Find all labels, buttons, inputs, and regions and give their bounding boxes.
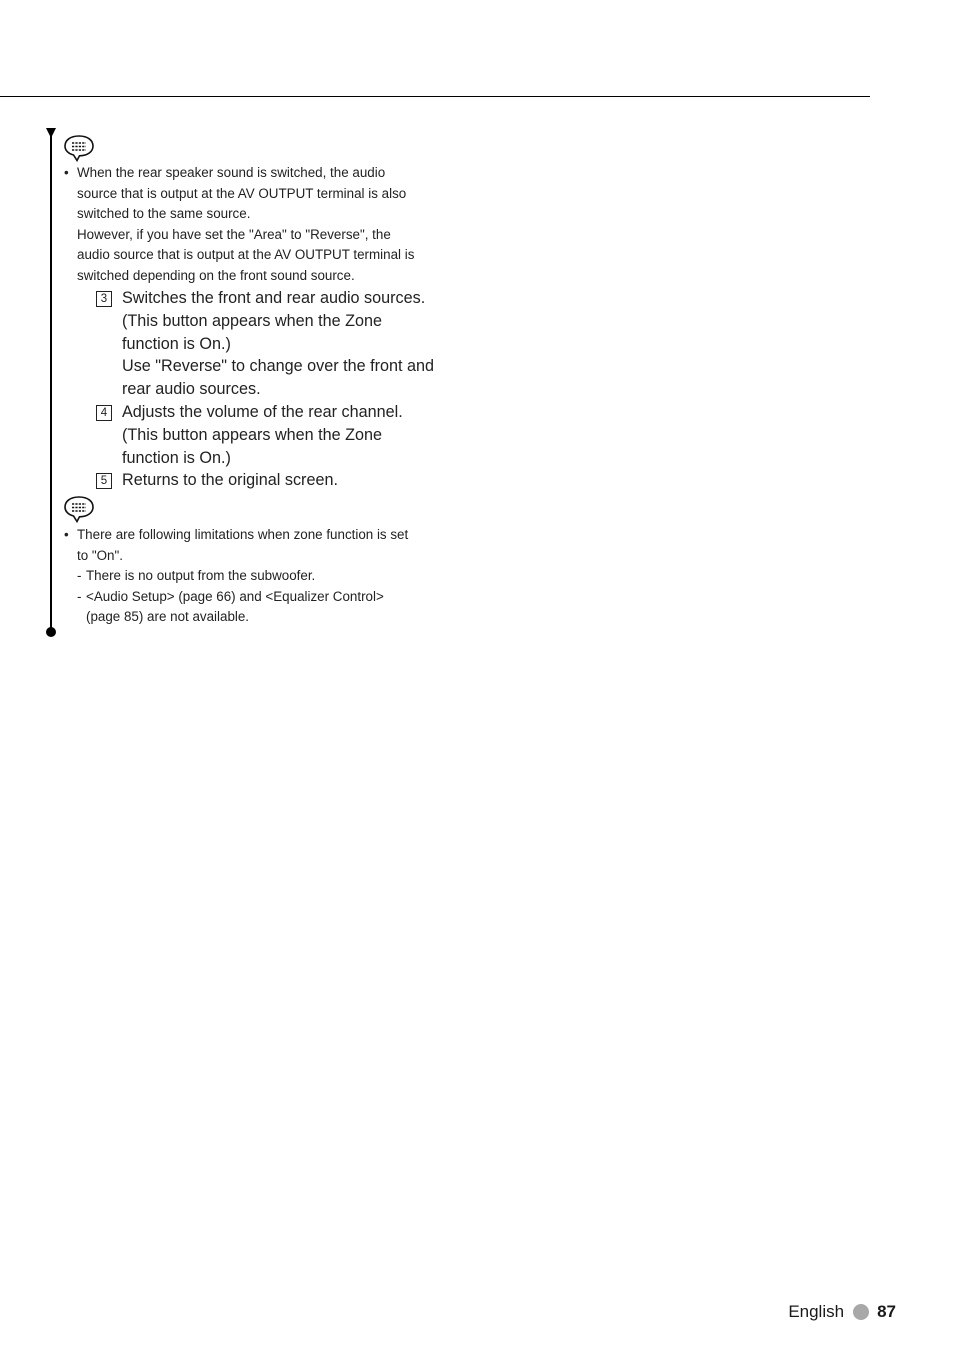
list-item xyxy=(96,469,446,492)
item-number-box: 5 xyxy=(96,473,112,489)
item-number-box: 4 xyxy=(96,405,112,421)
footer-language: English xyxy=(788,1302,845,1321)
numbered-item-list xyxy=(96,287,446,492)
note-2-dash-item xyxy=(77,566,444,587)
dash-item-line: (page 85) are not available. xyxy=(86,609,250,624)
note-speech-bubble-icon xyxy=(63,495,95,523)
section-end-dot-icon xyxy=(46,627,56,637)
note-2-line: There are following limitations when zone function is set xyxy=(77,527,409,542)
dash-marker: - xyxy=(77,588,82,604)
note-1-line: switched to the same source. xyxy=(77,206,251,221)
header-rule xyxy=(0,96,870,97)
page-number: 87 xyxy=(877,1302,896,1321)
note-1-paragraph xyxy=(64,163,444,286)
note-1-line: However, if you have set the "Area" to "Reverse", the xyxy=(77,226,391,242)
item-line: function is On.) xyxy=(122,448,231,467)
item-line: Use "Reverse" to change over the front and xyxy=(122,357,435,376)
note-speech-bubble-icon xyxy=(63,134,95,162)
note-2-line: to "On". xyxy=(77,547,123,563)
note-1-line: switched depending on the front sound source. xyxy=(77,267,355,283)
note-2 xyxy=(64,525,444,628)
item-line: Switches the front and rear audio sources. xyxy=(122,289,426,307)
page-footer xyxy=(788,1300,896,1324)
item-line: Adjusts the volume of the rear channel. xyxy=(122,402,403,421)
item-line: function is On.) xyxy=(122,334,231,353)
dash-item-line: <Audio Setup> (page 66) and <Equalizer Control> xyxy=(86,588,384,604)
item-line: Returns to the original screen. xyxy=(122,471,338,490)
section-margin-line xyxy=(50,132,52,632)
dash-item-line: There is no output from the subwoofer. xyxy=(86,568,316,583)
footer-circle-icon xyxy=(853,1304,869,1320)
note-1-line: When the rear speaker sound is switched, the audio xyxy=(77,165,386,180)
note-1-line: source that is output at the AV OUTPUT terminal is also xyxy=(77,185,407,201)
note-2-paragraph xyxy=(64,525,444,628)
item-line: (This button appears when the Zone xyxy=(122,425,383,444)
note-2-dash-item xyxy=(77,587,444,628)
item-line: (This button appears when the Zone xyxy=(122,311,383,330)
note-1 xyxy=(64,163,444,286)
item-line: rear audio sources. xyxy=(122,380,261,399)
item-number-box: 3 xyxy=(96,291,112,307)
note-1-line: audio source that is output at the AV OUTPUT terminal is xyxy=(77,247,415,262)
list-item xyxy=(96,401,446,469)
dash-marker: - xyxy=(77,568,82,583)
list-item xyxy=(96,287,446,401)
note-1-bullet: • xyxy=(64,165,69,180)
note-2-bullet: • xyxy=(64,527,69,542)
